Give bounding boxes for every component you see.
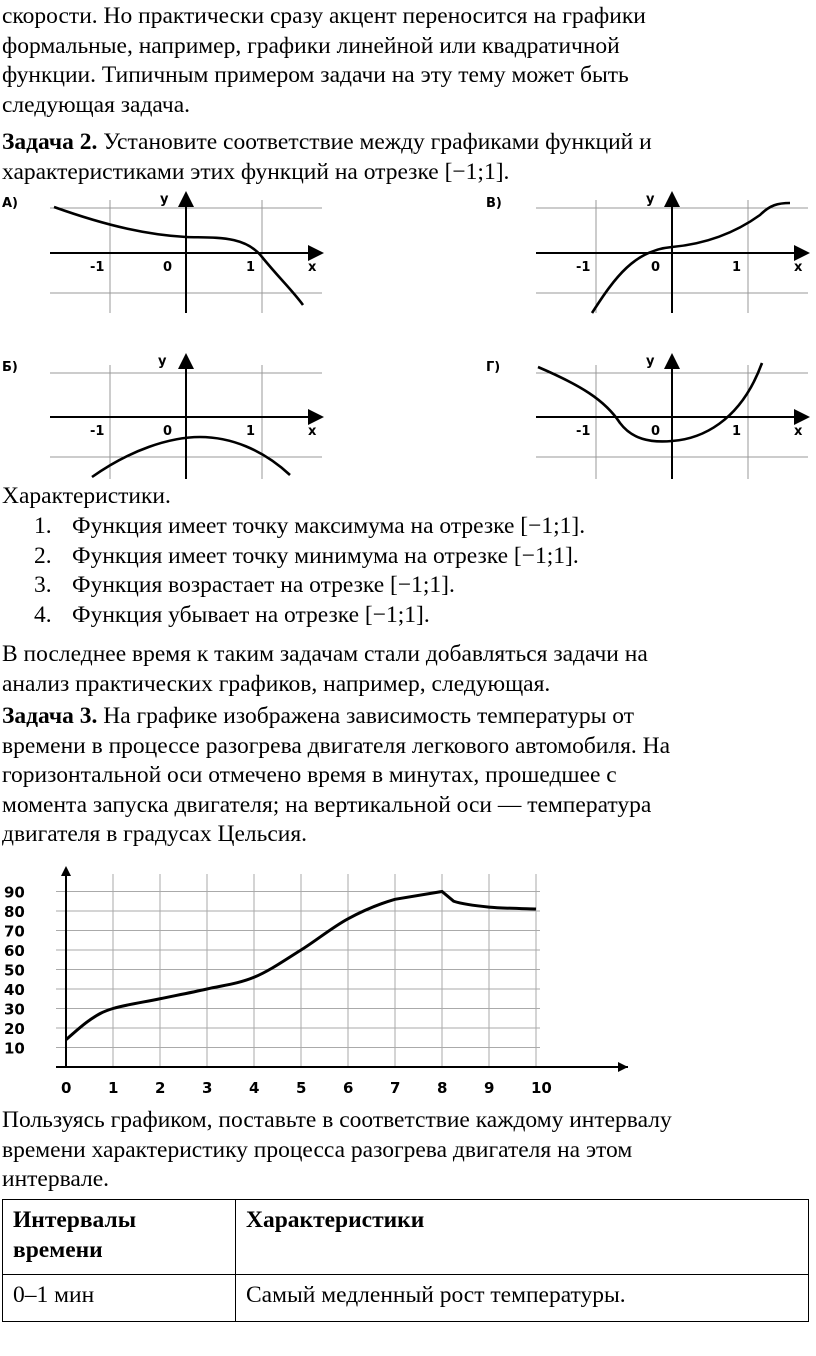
x-tick-label: 0 xyxy=(61,1079,72,1096)
graph-g-tick: 1 xyxy=(732,424,742,439)
table-header-characteristics: Характеристики xyxy=(236,1200,809,1275)
graph-a-curve xyxy=(54,207,303,305)
graph-a-tick: -1 xyxy=(90,260,105,275)
x-tick-label: 7 xyxy=(390,1079,401,1096)
task2-text: характеристиками этих функций на отрезке [−1;1]. xyxy=(2,158,510,185)
graph-v-x-label: x xyxy=(794,260,803,275)
list-item: 3. Функция возрастает на отрезке [−1;1]. xyxy=(34,572,455,598)
characteristics-list xyxy=(34,512,585,630)
intro-line: формальные, например, графики линейной или квадратичной xyxy=(2,32,620,59)
table-header-intervals: Интервалы времени xyxy=(3,1200,236,1275)
y-tick-label: 90 xyxy=(4,883,25,902)
graph-g-x-label: x xyxy=(794,424,803,439)
graph-b-x-label: x xyxy=(308,424,317,439)
x-tick-label: 2 xyxy=(155,1079,166,1096)
graph-g-curve xyxy=(538,363,762,441)
function-graphs xyxy=(0,185,816,485)
table-row xyxy=(3,1275,809,1322)
intro-paragraph xyxy=(2,2,812,120)
graph-b-tick: -1 xyxy=(90,424,105,439)
task2-text: Установите соответствие между графиками функций и xyxy=(97,129,652,155)
graph-v-tick: 1 xyxy=(732,260,742,275)
y-tick-label: 20 xyxy=(4,1020,25,1038)
y-tick-label: 10 xyxy=(4,1039,25,1058)
list-item: 1. Функция имеет точку максимума на отрезке [−1;1]. xyxy=(34,513,586,539)
graph-a-x-label: x xyxy=(308,260,317,275)
x-tick-label: 6 xyxy=(343,1079,354,1096)
x-tick-label: 1 xyxy=(108,1079,119,1096)
graph-b-y-label: y xyxy=(158,354,167,369)
graph-v-tick: 0 xyxy=(651,260,661,275)
table-header-row xyxy=(3,1200,809,1275)
y-tick-label: 50 xyxy=(4,961,25,980)
y-tick-label: 60 xyxy=(4,942,25,960)
x-tick-label: 4 xyxy=(249,1079,260,1096)
graph-v-y-label: y xyxy=(646,192,655,207)
graph-a-tick: 0 xyxy=(163,260,173,275)
intervals-table xyxy=(2,1199,809,1322)
task2-label: Задача 2. xyxy=(2,129,98,155)
temperature-chart xyxy=(0,864,640,1096)
table-cell: Самый медленный рост температуры. xyxy=(236,1275,809,1322)
y-tick-label: 40 xyxy=(4,981,25,999)
graph-a-y-label: y xyxy=(160,192,169,207)
list-item: 4. Функция убывает на отрезке [−1;1]. xyxy=(34,601,430,628)
x-tick-label: 8 xyxy=(437,1079,448,1096)
intro-line: скорости. Но практически сразу акцент переносится на графики xyxy=(2,3,646,29)
intro-line: следующая задача. xyxy=(2,91,191,118)
y-tick-label: 80 xyxy=(4,903,25,921)
task3-label: Задача 3. xyxy=(2,703,98,729)
x-tick-label: 3 xyxy=(202,1079,213,1096)
graph-v-letter: В) xyxy=(486,196,502,211)
graph-b-tick: 0 xyxy=(163,424,173,439)
intro-line: функции. Типичным примером задачи на эту тему может быть xyxy=(2,62,629,88)
x-tick-label: 10 xyxy=(531,1079,552,1096)
graph-g-tick: 0 xyxy=(651,424,661,439)
graph-v-curve xyxy=(592,203,790,313)
graph-v-tick: -1 xyxy=(576,260,591,275)
instruction-paragraph: Пользуясь графиком, поставьте в соответствие каждому интервалу времени характеристику процесса разогрева двигателя на этом интервале. xyxy=(2,1107,672,1192)
x-tick-label: 5 xyxy=(296,1079,307,1096)
x-tick-label: 9 xyxy=(484,1079,495,1096)
table-cell: 0–1 мин xyxy=(3,1275,236,1322)
graph-b-tick: 1 xyxy=(246,424,256,439)
recent-paragraph: В последнее время к таким задачам стали добавляться задачи на анализ практических графиков, например, следующая. xyxy=(2,641,648,697)
y-axis-arrow xyxy=(61,866,71,876)
y-tick-label: 30 xyxy=(4,1000,25,1019)
task2-paragraph xyxy=(2,128,812,187)
x-axis-arrow xyxy=(618,1062,628,1072)
list-item: 2. Функция имеет точку минимума на отрезке [−1;1]. xyxy=(34,542,579,569)
graph-g-letter: Г) xyxy=(486,360,501,375)
graph-g-tick: -1 xyxy=(576,424,591,439)
graph-a-letter: А) xyxy=(2,196,19,211)
characteristics-title: Характеристики. xyxy=(2,483,171,509)
graph-a-tick: 1 xyxy=(246,260,256,275)
graph-b-letter: Б) xyxy=(2,360,18,375)
task3-paragraph: Задача 3. На графике изображена зависимость температуры от времени в процессе разогрева двигателя легкового автомобиля. На горизонтальной оси отмечено время в минутах, прошедшее с момента запуска двигателя; на вертикальной оси — температура двигателя в градусах Цельсия. xyxy=(2,703,671,847)
y-tick-label: 70 xyxy=(4,922,25,941)
graph-g-y-label: y xyxy=(646,354,655,369)
